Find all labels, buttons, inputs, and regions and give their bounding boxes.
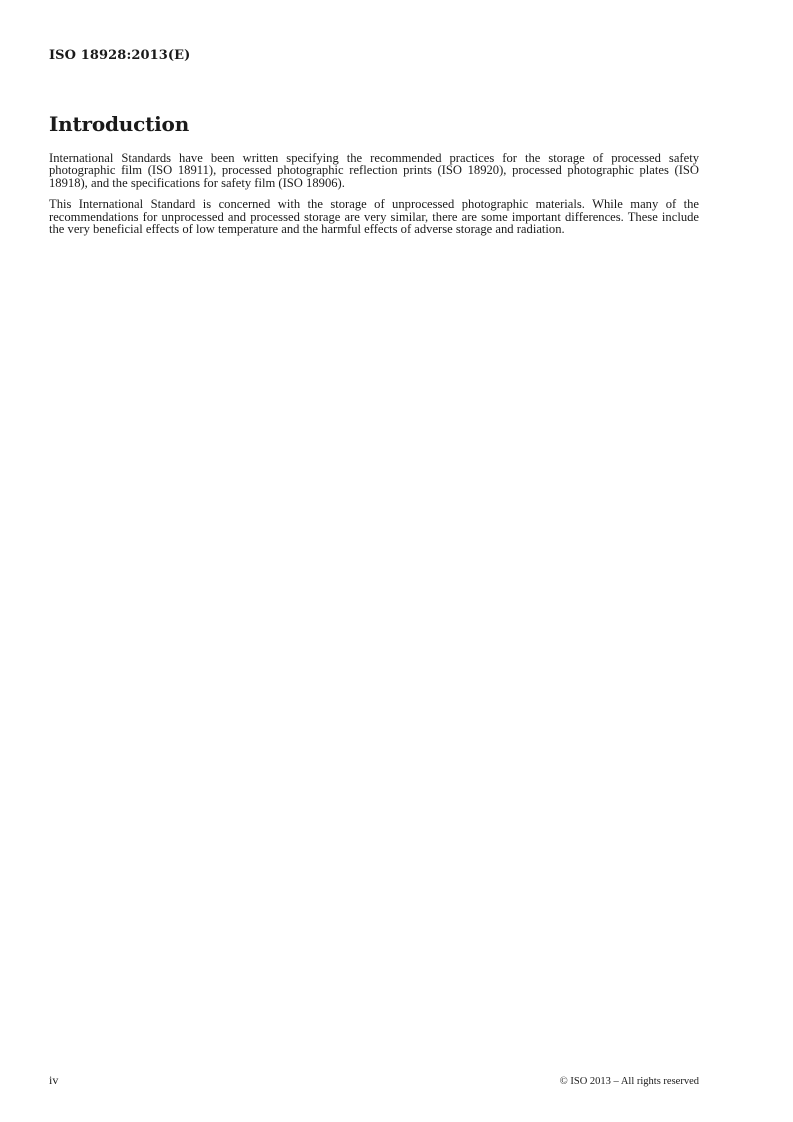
document-id-header: ISO 18928:2013(E)	[49, 48, 191, 63]
page-footer	[49, 1073, 699, 1088]
body-text	[49, 152, 699, 244]
intro-paragraph-1: International Standards have been written specifying the recommended practices for the storage of processed safety photographic film (ISO 18911), processed photographic reflection prints (ISO 18920), processed photographic plates (ISO 18918), and the specifications for safety film (ISO 18906).	[49, 151, 699, 190]
copyright-notice: © ISO 2013 – All rights reserved	[559, 1076, 699, 1087]
section-title: Introduction	[49, 112, 190, 136]
page-number: iv	[49, 1073, 59, 1087]
intro-paragraph-2: This International Standard is concerned with the storage of unprocessed photographic materials. While many of the recommendations for unprocessed and processed storage are very similar, there are some important differences. These include the very beneficial effects of low temperature and the harmful effects of adverse storage and radiation.	[49, 197, 699, 237]
